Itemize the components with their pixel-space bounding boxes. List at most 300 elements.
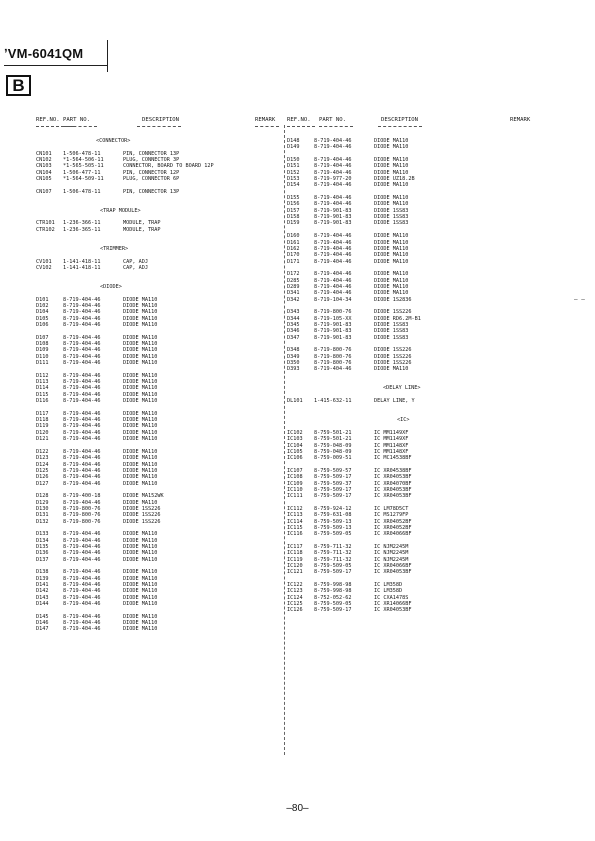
ref-number: D106 [36, 321, 49, 328]
left-header-remark: REMARK [255, 117, 276, 123]
part-number: 8-719-404-46 [63, 423, 101, 430]
part-description: DIODE RD6.2M-B1 [374, 315, 421, 322]
ref-number: CV101 [36, 258, 52, 265]
part-number: 8-759-998-98 [314, 582, 352, 589]
part-number: 8-759-509-05 [314, 563, 352, 570]
ref-number: D142 [36, 588, 49, 595]
part-description: DIODE MA110 [123, 296, 158, 303]
header-underline [137, 126, 181, 127]
part-description: IC XR04066BF [374, 531, 412, 538]
part-description: DIODE MA110 [123, 341, 158, 347]
part-description: IC XR04070BF [374, 480, 412, 487]
part-number: 8-719-404-46 [63, 448, 101, 455]
column-divider [284, 125, 285, 755]
right-header-part: PART NO. [319, 117, 346, 123]
part-description: DIODE MA110 [374, 366, 409, 373]
ref-number: D158 [287, 214, 300, 221]
part-description: DIODE MA110 [374, 201, 409, 208]
part-description: DIODE MA110 [123, 347, 158, 354]
part-description: DIODE MA110 [123, 353, 158, 360]
part-number: 8-759-509-17 [314, 607, 352, 614]
part-description: DIODE MA110 [123, 601, 158, 608]
ref-number: D153 [287, 176, 300, 183]
model-rule-horizontal [4, 65, 107, 66]
part-number: 8-719-404-46 [63, 334, 101, 341]
part-number: 8-719-404-46 [63, 410, 101, 417]
part-number: 8-719-404-46 [63, 315, 101, 322]
header-underline [319, 126, 353, 127]
ref-number: D102 [36, 302, 49, 309]
part-description: CONNECTOR, BOARD TO BOARD 12P [123, 163, 214, 170]
part-description: DIODE 1SS226 [123, 505, 161, 512]
part-number: 8-719-404-46 [63, 417, 101, 424]
part-number: 8-719-901-83 [314, 334, 352, 341]
ref-number: D161 [287, 239, 300, 246]
ref-number: D117 [36, 410, 49, 417]
ref-number: IC115 [287, 524, 303, 531]
ref-number: CV102 [36, 264, 52, 271]
part-description: MODULE, TRAP [123, 220, 161, 227]
part-number: 8-719-404-46 [63, 575, 101, 582]
header-underline [287, 126, 315, 127]
part-number: 8-719-404-46 [63, 531, 101, 538]
ref-number: D134 [36, 537, 49, 544]
ref-number: D116 [36, 398, 49, 405]
header-underline [255, 126, 279, 127]
part-description: DIODE UZ18.2B [374, 176, 415, 183]
ref-number: D108 [36, 341, 49, 347]
part-description: DIODE MA110 [123, 499, 158, 506]
ref-number: D350 [287, 360, 300, 367]
part-number: 8-719-404-46 [63, 455, 101, 462]
ref-number: D114 [36, 385, 49, 392]
part-description: DIODE MA110 [374, 182, 409, 189]
part-description: DIODE MA110 [123, 620, 158, 627]
part-description: DIODE MA110 [123, 410, 158, 417]
ref-number: IC106 [287, 455, 303, 462]
part-description: DIODE MA110 [374, 169, 409, 176]
part-description: DIODE MA110 [123, 334, 158, 341]
parts-row [36, 626, 282, 632]
part-description: IC XR04053BF [374, 474, 412, 481]
part-number: 8-759-711-32 [314, 556, 352, 563]
part-number: 8-719-800-76 [314, 309, 352, 316]
part-description: DIODE 1SS83 [374, 220, 409, 227]
part-number: 8-752-052-62 [314, 594, 352, 601]
part-description: DIODE MA110 [123, 423, 158, 430]
ref-number: IC104 [287, 442, 303, 449]
ref-number: D120 [36, 429, 49, 436]
ref-number: D131 [36, 512, 49, 519]
ref-number: D130 [36, 505, 49, 512]
ref-number: D349 [287, 353, 300, 360]
ref-number: D147 [36, 626, 49, 633]
part-number: 8-719-901-83 [314, 214, 352, 221]
part-description: IC XR04052BF [374, 518, 412, 525]
part-description: IC MM1149XF [374, 429, 409, 436]
part-description: IC MM1148XF [374, 448, 409, 455]
ref-number: D343 [287, 309, 300, 316]
ref-number: D150 [287, 157, 300, 164]
part-description: DIODE MA110 [123, 550, 158, 557]
part-description: DIODE 1SS226 [374, 347, 412, 354]
part-description: IC CXA1478S [374, 594, 409, 601]
ref-number: IC109 [287, 480, 303, 487]
part-description: DIODE MA110 [123, 309, 158, 316]
part-number: 8-719-404-46 [314, 233, 352, 240]
ref-number: IC126 [287, 607, 303, 614]
part-number: 8-759-501-21 [314, 429, 352, 436]
ref-number: IC105 [287, 448, 303, 455]
ref-number: IC122 [287, 582, 303, 589]
part-description: PLUG, CONNECTOR 3P [123, 157, 180, 164]
part-description: DIODE MA110 [123, 480, 158, 487]
ref-number: D160 [287, 233, 300, 240]
part-description: DIODE 1SS83 [374, 328, 409, 335]
part-description: DIODE MA110 [123, 461, 158, 468]
part-description: IC NJM2245M [374, 556, 409, 563]
part-number: 8-719-104-34 [314, 296, 352, 303]
ref-number: D342 [287, 296, 300, 303]
part-description: DIODE 1SS226 [374, 309, 412, 316]
margin-mark: – – [574, 296, 585, 303]
ref-number: D105 [36, 315, 49, 322]
ref-number: CTR102 [36, 226, 55, 233]
part-description: DIODE MA110 [123, 398, 158, 405]
ref-number: D145 [36, 613, 49, 620]
part-number: 8-719-404-46 [63, 372, 101, 379]
part-description: IC NJM2245M [374, 550, 409, 557]
model-rule-vertical [107, 40, 108, 72]
part-number: 8-719-404-46 [314, 195, 352, 202]
part-description: DIODE 1SS83 [374, 207, 409, 214]
part-number: 8-719-404-46 [63, 588, 101, 595]
ref-number: IC103 [287, 436, 303, 443]
part-description: DIODE 1SS226 [374, 360, 412, 367]
part-number: 8-719-404-46 [63, 398, 101, 405]
ref-number: IC110 [287, 486, 303, 493]
part-number: 8-719-800-76 [63, 512, 101, 519]
part-description: IC XR04053BF [374, 569, 412, 576]
ref-number: D137 [36, 556, 49, 563]
part-number: 1-506-478-11 [63, 188, 101, 195]
part-description: IC XR04066BF [374, 563, 412, 570]
ref-number: CN107 [36, 188, 52, 195]
ref-number: D289 [287, 283, 300, 290]
ref-number: D393 [287, 366, 300, 373]
part-number: 8-759-509-05 [314, 531, 352, 538]
ref-number: D124 [36, 461, 49, 468]
part-number: 1-141-418-11 [63, 258, 101, 265]
ref-number: IC113 [287, 512, 303, 519]
part-number: 8-719-901-83 [314, 207, 352, 214]
part-number: 1-141-418-11 [63, 264, 101, 271]
part-number: 8-719-404-46 [314, 252, 352, 259]
ref-number: D285 [287, 277, 300, 284]
part-description: DIODE MA110 [123, 537, 158, 544]
group-title: <TRIMMER> [100, 245, 129, 252]
part-number: 8-719-404-46 [63, 302, 101, 309]
part-description: DIODE MA110 [123, 436, 158, 443]
part-description: PIN, CONNECTOR 12P [123, 169, 180, 176]
ref-number: D129 [36, 499, 49, 506]
part-number: 8-719-800-76 [314, 347, 352, 354]
part-description: IC XR04053BF [374, 486, 412, 493]
part-description: DIODE 1SS83 [374, 334, 409, 341]
part-number: 8-719-400-18 [63, 493, 101, 500]
part-number: 8-719-404-46 [314, 366, 352, 373]
part-number: 1-236-365-11 [63, 226, 101, 233]
part-description: DIODE MA110 [374, 283, 409, 290]
ref-number: IC121 [287, 569, 303, 576]
part-number: 8-719-404-46 [63, 582, 101, 589]
part-description: DIODE 1SS226 [374, 353, 412, 360]
ref-number: IC107 [287, 467, 303, 474]
part-number: 8-719-404-46 [63, 341, 101, 347]
group-title: <CONNECTOR> [96, 138, 131, 144]
part-number: 8-759-509-17 [314, 569, 352, 576]
ref-number: IC102 [287, 429, 303, 436]
ref-number: DL101 [287, 398, 303, 405]
ref-number: D128 [36, 493, 49, 500]
part-number: 8-759-048-09 [314, 448, 352, 455]
ref-number: IC114 [287, 518, 303, 525]
ref-number: D139 [36, 575, 49, 582]
model-number: ʼVM-6041QM [4, 46, 84, 61]
part-number: 8-719-404-46 [314, 169, 352, 176]
header-underline [63, 126, 97, 127]
part-number: 8-719-404-46 [63, 537, 101, 544]
part-number: 8-719-404-46 [314, 239, 352, 246]
part-description: DIODE MA110 [123, 569, 158, 576]
part-description: DIODE MA110 [123, 385, 158, 392]
ref-number: D107 [36, 334, 49, 341]
part-description: IC LM358D [374, 588, 403, 595]
part-description: DIODE MA110 [123, 379, 158, 386]
part-number: 8-719-404-46 [63, 544, 101, 550]
part-description: DIODE MA110 [123, 448, 158, 455]
ref-number: D170 [287, 252, 300, 259]
ref-number: CTR101 [36, 220, 55, 227]
ref-number: D112 [36, 372, 49, 379]
part-number: 8-719-404-46 [314, 290, 352, 297]
part-number: 8-759-509-05 [314, 601, 352, 608]
part-description: DIODE MA110 [123, 321, 158, 328]
right-header-remark: REMARK [510, 117, 531, 123]
part-description: DIODE MA110 [374, 138, 409, 144]
part-number: 8-759-501-21 [314, 436, 352, 443]
ref-number: CN104 [36, 169, 52, 176]
part-description: IC XR04053BF [374, 607, 412, 614]
part-number: 8-759-509-13 [314, 518, 352, 525]
part-number: *1-564-506-11 [63, 157, 104, 164]
ref-number: D101 [36, 296, 49, 303]
ref-number: D126 [36, 474, 49, 481]
ref-number: D111 [36, 360, 49, 367]
ref-number: D151 [287, 163, 300, 170]
part-number: 1-506-478-11 [63, 150, 101, 157]
part-description: DIODE MA110 [123, 455, 158, 462]
ref-number: IC111 [287, 493, 303, 500]
ref-number: D346 [287, 328, 300, 335]
ref-number: D138 [36, 569, 49, 576]
part-description: DIODE MA110 [123, 302, 158, 309]
part-number: 8-719-404-46 [63, 613, 101, 620]
part-number: 8-719-901-83 [314, 321, 352, 328]
part-description: IC MS1279FP [374, 512, 409, 519]
ref-number: IC118 [287, 550, 303, 557]
part-description: CAP, ADJ [123, 264, 148, 271]
part-description: DIODE MA110 [123, 544, 158, 550]
ref-number: D132 [36, 518, 49, 525]
part-number: *1-564-509-11 [63, 176, 104, 183]
ref-number: D109 [36, 347, 49, 354]
ref-number: D152 [287, 169, 300, 176]
part-number: 8-719-404-46 [314, 271, 352, 278]
part-number: 8-759-509-57 [314, 467, 352, 474]
part-description: CAP, ADJ [123, 258, 148, 265]
ref-number: D348 [287, 347, 300, 354]
ref-number: D110 [36, 353, 49, 360]
ref-number: D122 [36, 448, 49, 455]
part-number: 8-719-404-46 [63, 353, 101, 360]
part-number: 8-719-404-46 [63, 360, 101, 367]
ref-number: D119 [36, 423, 49, 430]
part-description: IC NJM2245M [374, 544, 409, 550]
part-number: 8-759-048-09 [314, 442, 352, 449]
part-description: DIODE MA110 [123, 531, 158, 538]
part-number: 8-719-404-46 [314, 258, 352, 265]
part-description: DIODE MA110 [123, 391, 158, 398]
part-number: 8-719-404-46 [63, 391, 101, 398]
part-number: 8-719-404-46 [314, 138, 352, 144]
left-header-ref: REF.NO. [36, 117, 60, 123]
part-number: 8-719-404-46 [63, 296, 101, 303]
part-number: 1-415-632-11 [314, 398, 352, 405]
part-description: DIODE 1SS226 [123, 518, 161, 525]
part-number: 8-759-998-98 [314, 588, 352, 595]
ref-number: D143 [36, 594, 49, 601]
part-description: DIODE MA110 [374, 245, 409, 252]
part-number: 8-719-404-46 [63, 347, 101, 354]
ref-number: IC108 [287, 474, 303, 481]
part-description: DIODE MA110 [123, 613, 158, 620]
ref-number: D347 [287, 334, 300, 341]
ref-number: IC123 [287, 588, 303, 595]
part-number: 8-719-404-46 [63, 474, 101, 481]
part-number: 8-719-404-46 [314, 245, 352, 252]
part-description: DIODE MA110 [123, 575, 158, 582]
part-description: DIODE MA110 [374, 163, 409, 170]
part-description: IC XR04053BF [374, 493, 412, 500]
part-description: DIODE MA110 [374, 271, 409, 278]
part-number: 8-719-404-46 [63, 467, 101, 474]
part-number: 8-719-404-46 [314, 201, 352, 208]
ref-number: D149 [287, 144, 300, 151]
part-description: DIODE MA110 [123, 582, 158, 589]
ref-number: D148 [287, 138, 300, 144]
part-number: 8-759-509-17 [314, 486, 352, 493]
section-label: B [6, 75, 31, 96]
ref-number: D113 [36, 379, 49, 386]
part-description: IC LM78D5CT [374, 505, 409, 512]
group-title: <IC> [397, 417, 410, 424]
part-number: 8-719-404-46 [314, 182, 352, 189]
part-number: 8-719-404-46 [63, 461, 101, 468]
ref-number: IC112 [287, 505, 303, 512]
part-description: DIODE MA110 [123, 556, 158, 563]
part-description: DIODE MA110 [123, 588, 158, 595]
part-description: IC MM1149XF [374, 436, 409, 443]
part-description: DIODE 1SS83 [374, 214, 409, 221]
part-number: 8-719-404-46 [63, 309, 101, 316]
group-title: <DELAY LINE> [383, 385, 421, 392]
part-number: 1-506-477-11 [63, 169, 101, 176]
part-description: DIODE MA110 [374, 195, 409, 202]
part-description: IC MM1148XF [374, 442, 409, 449]
part-number: 8-719-901-83 [314, 328, 352, 335]
page-number: –80– [286, 803, 309, 814]
header-underline [378, 126, 422, 127]
ref-number: D155 [287, 195, 300, 202]
ref-number: D344 [287, 315, 300, 322]
part-description: DIODE 1SS226 [123, 512, 161, 519]
part-number: 8-719-404-46 [314, 163, 352, 170]
part-number: 8-759-631-08 [314, 512, 352, 519]
part-description: DIODE MA152WK [123, 493, 164, 500]
part-description: PLUG, CONNECTOR 6P [123, 176, 180, 183]
parts-list-right [287, 138, 577, 614]
part-number: 8-719-404-46 [63, 321, 101, 328]
part-number: 8-719-404-46 [63, 436, 101, 443]
ref-number: D146 [36, 620, 49, 627]
part-description: DIODE 1S2836 [374, 296, 412, 303]
part-description: DIODE MA110 [374, 290, 409, 297]
part-number: 8-719-404-46 [63, 499, 101, 506]
part-number: 8-759-711-32 [314, 550, 352, 557]
parts-row [287, 607, 577, 613]
part-description: PIN, CONNECTOR 13P [123, 150, 180, 157]
part-description: DIODE MA110 [374, 258, 409, 265]
part-description: IC XR14066BF [374, 601, 412, 608]
left-header-part: PART NO. [63, 117, 90, 123]
ref-number: D115 [36, 391, 49, 398]
part-description: PIN, CONNECTOR 13P [123, 188, 180, 195]
part-description: MODULE, TRAP [123, 226, 161, 233]
ref-number: D118 [36, 417, 49, 424]
ref-number: D121 [36, 436, 49, 443]
part-number: 8-759-711-32 [314, 544, 352, 550]
part-number: 8-759-509-17 [314, 474, 352, 481]
ref-number: D125 [36, 467, 49, 474]
ref-number: D156 [287, 201, 300, 208]
part-description: DIODE MA110 [123, 474, 158, 481]
part-description: DIODE MA110 [374, 157, 409, 164]
part-number: 8-759-009-51 [314, 455, 352, 462]
part-number: 8-719-404-46 [63, 620, 101, 627]
ref-number: D127 [36, 480, 49, 487]
ref-number: IC124 [287, 594, 303, 601]
right-header-ref: REF.NO. [287, 117, 311, 123]
part-number: 8-719-404-46 [63, 385, 101, 392]
part-description: IC XR04538BF [374, 467, 412, 474]
ref-number: IC116 [287, 531, 303, 538]
part-description: IC MC14538BF [374, 455, 412, 462]
part-description: DIODE MA110 [374, 144, 409, 151]
part-number: 8-719-404-46 [63, 594, 101, 601]
ref-number: IC120 [287, 563, 303, 570]
part-number: 8-719-404-46 [63, 569, 101, 576]
